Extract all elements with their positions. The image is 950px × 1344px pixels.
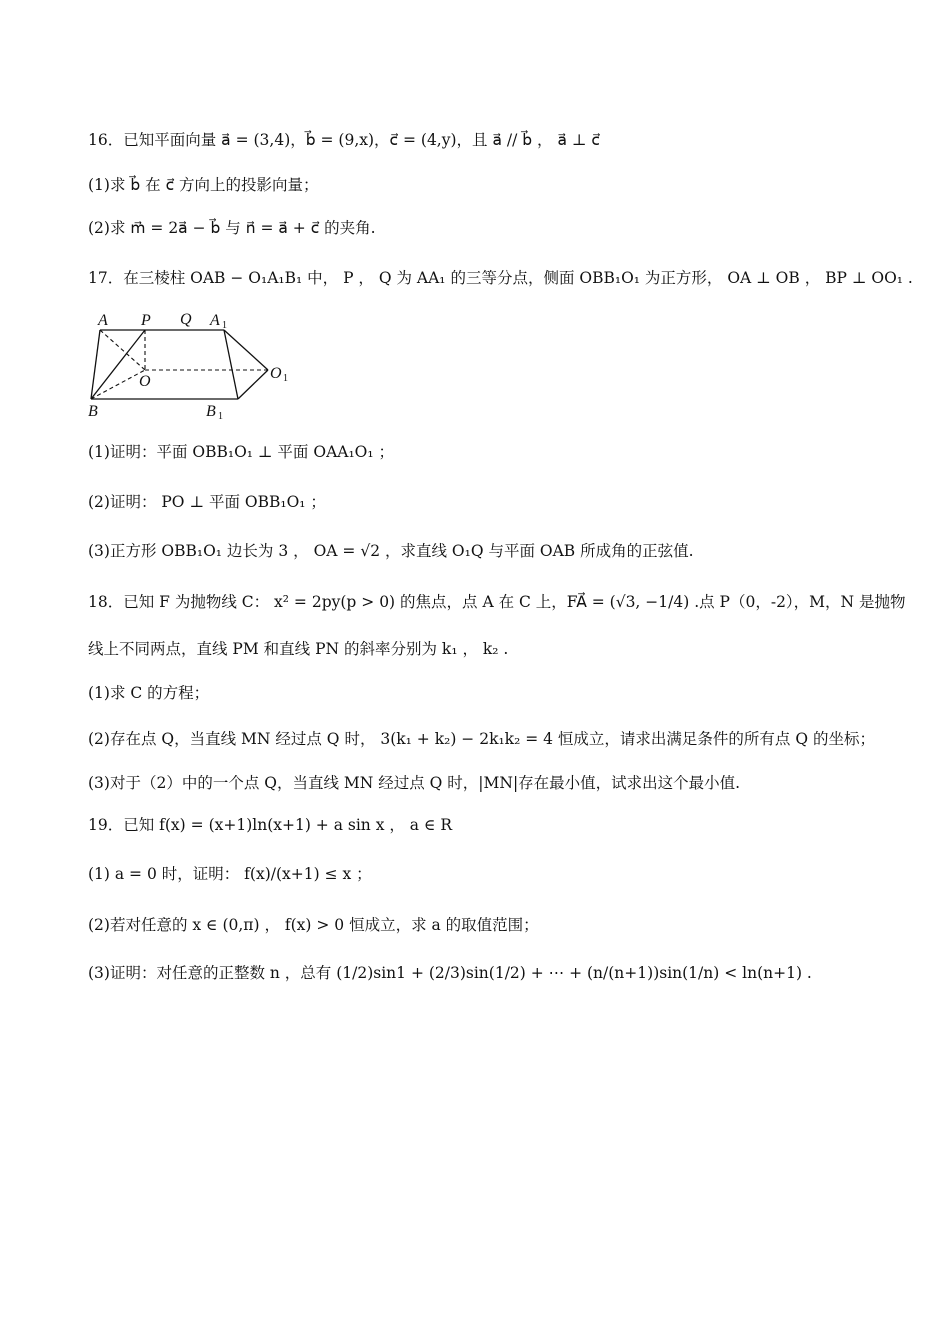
problem-18-part-2: (2)存在点 Q，当直线 MN 经过点 Q 时， 3(k₁ + k₂) − 2k₁k₂ = 4 恒成立，请求出满足条件的所有点 Q 的坐标； — [88, 730, 875, 748]
problem-19-part-3: (3)证明：对任意的正整数 n ，总有 (1/2)sin1 + (2/3)sin(1/2) + ⋯ + (n/(n+1))sin(1/n) < ln(n+1) . — [88, 964, 812, 982]
label-Q: Q — [180, 311, 192, 328]
problem-19-part-1: (1) a = 0 时，证明： f(x)/(x+1) ≤ x ； — [88, 865, 372, 883]
problem-18-part-3: (3)对于（2）中的一个点 Q，当直线 MN 经过点 Q 时，|MN|存在最小值，试求出这个最小值. — [88, 774, 741, 792]
problem-18-part-1: (1)求 C 的方程； — [88, 684, 210, 702]
dashed-B-O — [91, 370, 145, 399]
prism-figure-svg — [86, 308, 296, 420]
problem-16-stem: 16．已知平面向量 a⃗ = (3,4)，b⃗ = (9,x)，c⃗ = (4,y)，且 a⃗ // b⃗ ， a⃗ ⊥ c⃗ — [88, 131, 600, 149]
problem-17-part-3: (3)正方形 OBB₁O₁ 边长为 3 ， OA = √2 ，求直线 O₁Q 与平面 OAB 所成角的正弦值. — [88, 542, 694, 560]
problem-17-part-1: (1)证明：平面 OBB₁O₁ ⊥ 平面 OAA₁O₁ ； — [88, 443, 395, 461]
problem-19-stem: 19．已知 f(x) = (x+1)ln(x+1) + a sin x ， a ∈ R — [88, 816, 453, 834]
label-O1-subscript: 1 — [283, 373, 288, 384]
problem-18-stem-line-2: 线上不同两点，直线 PM 和直线 PN 的斜率分别为 k₁ ， k₂ . — [88, 640, 509, 658]
label-P: P — [141, 312, 151, 329]
edge-B1-O1 — [238, 370, 268, 399]
problem-17-stem: 17．在三棱柱 OAB − O₁A₁B₁ 中， P ， Q 为 AA₁ 的三等分点，侧面 OBB₁O₁ 为正方形， OA ⊥ OB ， BP ⊥ OO₁ . — [88, 269, 913, 287]
label-O: O — [139, 373, 151, 390]
dashed-A-O — [100, 330, 145, 370]
problem-16-part-2: (2)求 m⃗ = 2a⃗ − b⃗ 与 n⃗ = a⃗ + c⃗ 的夹角. — [88, 219, 376, 237]
problem-17-part-2: (2)证明： PO ⊥ 平面 OBB₁O₁ ； — [88, 493, 326, 511]
problem-19-part-2: (2)若对任意的 x ∈ (0,π) ， f(x) > 0 恒成立，求 a 的取值范围； — [88, 916, 539, 934]
label-O1: O — [270, 365, 282, 382]
problem-16-part-1: (1)求 b⃗ 在 c⃗ 方向上的投影向量； — [88, 176, 319, 194]
label-B: B — [88, 403, 98, 420]
label-B1: B — [206, 403, 216, 420]
label-B1-subscript: 1 — [218, 411, 223, 422]
label-A1-subscript: 1 — [222, 320, 227, 331]
label-A1: A — [210, 312, 220, 329]
label-A: A — [98, 312, 108, 329]
problem-18-stem-line-1: 18．已知 F 为抛物线 C： x² = 2py(p > 0) 的焦点，点 A 在 C 上，FA⃗ = (√3, −1/4) .点 P（0，-2），M，N 是抛物 — [88, 593, 906, 611]
prism-diagram — [86, 308, 296, 420]
